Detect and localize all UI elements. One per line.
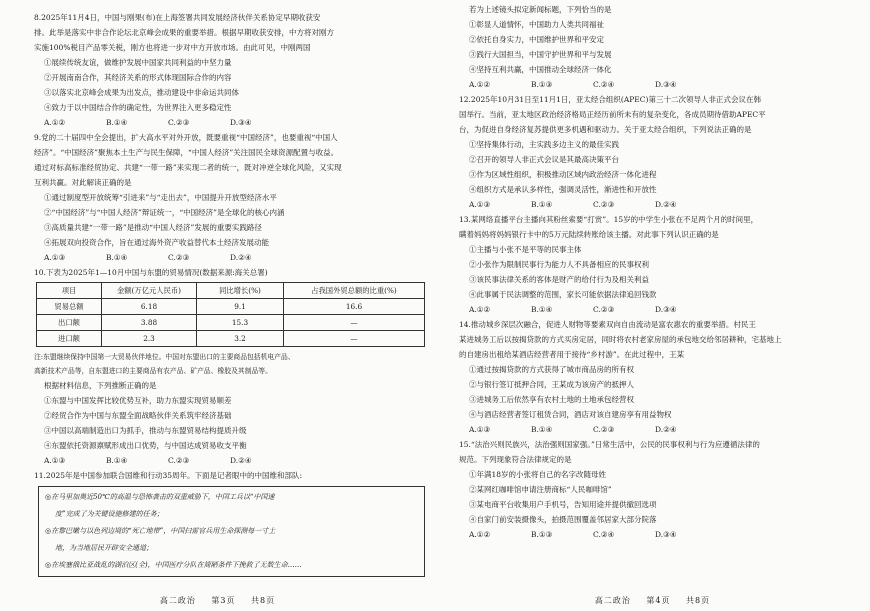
q8-options xyxy=(34,115,425,130)
q15-item: ①年满18岁的小张将自己的名字改随母姓 xyxy=(469,470,607,479)
question-8 xyxy=(34,10,425,130)
q11-quote-box xyxy=(38,486,425,577)
q9-option-b: B.①④ xyxy=(106,253,128,262)
q14-option-d: D.②④ xyxy=(655,425,677,434)
table-note: 注:东盟继续保持中国第一大贸易伙伴地位。中国对东盟出口的主要商品包括机电产品、 xyxy=(34,353,295,361)
q11-option-d: D.③④ xyxy=(655,80,677,89)
table-cell: 2.3 xyxy=(102,331,197,347)
q11-item: ③践行大国担当，中国守护世界和平与发展 xyxy=(469,50,612,59)
q10-item: ②经贸合作为中国与东盟全面战略伙伴关系筑牢经济基础 xyxy=(44,411,232,420)
table-row xyxy=(37,315,425,331)
q13-item: ②小张作为限制民事行为能力人不具备相应的民事权利 xyxy=(469,260,649,269)
q9-option-a: A.①③ xyxy=(44,253,66,262)
q12-item: ④组织方式是承认多样性，强调灵活性，渐进性和开放性 xyxy=(469,185,657,194)
table-cell: — xyxy=(284,315,425,331)
q14-item: ③进城务工后依然享有农村土地的土地承包经营权 xyxy=(469,395,634,404)
table-cell: 3.2 xyxy=(197,331,284,347)
table-header: 同比增长(%) xyxy=(197,283,284,299)
q13-item: ④此事属于民法调整的范围，家长可能依据法律追回钱款 xyxy=(469,290,657,299)
q13-item: ①主播与小张不是平等的民事主体 xyxy=(469,245,582,254)
q11-quote-line: ◎在黎巴嫩与以色列边境的“死亡地带”，中国扫雷官兵用生命探测每一寸土 xyxy=(45,527,276,535)
q14-item: ④与酒店经营者签订租赁合同，酒店对该自建房享有用益物权 xyxy=(469,410,672,419)
q9-stem: 互利共赢。对此解读正确的是 xyxy=(34,178,132,187)
table-header: 项目 xyxy=(37,283,102,299)
q10-lead: 根据材料信息，下列推断正确的是 xyxy=(44,381,157,390)
q14-stem: 某进城务工后以按揭贷款的方式买房定居，同时将农村老家房屋的承包地交给邻居耕种，宅基地上 xyxy=(459,335,782,344)
q11-item: ①彰显人道情怀，中国助力人类共同福祉 xyxy=(469,20,604,29)
q12-option-c: C.②③ xyxy=(593,200,615,209)
q8-item: ④致力于以中国结合作的确定性，为世界注入更多稳定性 xyxy=(44,103,232,112)
table-cell: — xyxy=(284,331,425,347)
footer-subject: 高二政治 xyxy=(594,596,631,605)
q14-option-a: A.①③ xyxy=(469,425,491,434)
q13-option-d: D.③④ xyxy=(655,305,677,314)
q9-option-c: C.②③ xyxy=(168,253,190,262)
q15-stem: 规范。下列现象符合法律规定的是 xyxy=(459,455,572,464)
q12-option-d: D.②④ xyxy=(655,200,677,209)
left-footer xyxy=(0,595,435,606)
q15-item: ③某电商平台收集用户手机号，告知用途并提供撤回选项 xyxy=(469,500,657,509)
q8-option-a: A.①② xyxy=(44,118,66,127)
q14-options xyxy=(459,422,856,437)
q10-option-a: A.①③ xyxy=(44,456,66,465)
q12-stem: 12.2025年10月31日至11月1日，亚太经合组织(APEC)第三十二次领导人非正式会议在韩 xyxy=(459,95,761,104)
q13-stem: 瞒着妈妈将妈妈银行卡中的5万元陆续转账给该主播。对此事下列认识正确的是 xyxy=(459,230,719,239)
q8-option-c: C.②③ xyxy=(168,118,190,127)
q15-option-b: B.①③ xyxy=(531,530,553,539)
question-10 xyxy=(34,265,425,468)
q14-option-c: C.②③ xyxy=(593,425,615,434)
question-13 xyxy=(459,212,856,317)
table-cell: 15.3 xyxy=(197,315,284,331)
q8-option-b: B.①④ xyxy=(106,118,128,127)
q8-stem: 实施100%税目产品零关税，刚方也将进一步对中方开放市场。由此可见，中刚两国 xyxy=(34,43,311,52)
table-cell: 9.1 xyxy=(197,299,284,315)
q8-stem: 8.2025年11月4日，中国与刚果(布)在上海签署共同发展经济伙伴关系协定早期收获安 xyxy=(34,13,321,22)
q15-option-d: D.③④ xyxy=(655,530,677,539)
q12-item: ②召开的领导人非正式会议是其最高决策平台 xyxy=(469,155,619,164)
q15-stem: 15.“法治兴则民族兴，法治强则国家强。”日常生活中，公民的民事权利与行为应遵循法律的 xyxy=(459,440,760,449)
q11-option-b: B.①③ xyxy=(531,80,553,89)
q10-item: ③中国以高端制造出口为抓手，推动与东盟贸易结构提质升级 xyxy=(44,426,247,435)
q11-stem: 11.2025年是中国参加联合国维和行动35周年。下面是记者眼中的中国维和部队: xyxy=(34,471,303,480)
footer-total: 共8页 xyxy=(251,596,276,605)
table-header-row xyxy=(37,283,425,299)
table-header: 占我国外贸总额的比重(%) xyxy=(284,283,425,299)
q8-option-d: D.③④ xyxy=(230,118,252,127)
q9-stem: 经济”。“中国经济”聚焦本土生产与民生保障，“中国人经济”关注国民全球资源配置与收益。 xyxy=(34,148,339,157)
q13-option-b: B.①④ xyxy=(531,305,553,314)
table-header: 金额(万亿元人民币) xyxy=(102,283,197,299)
q10-option-d: D.②④ xyxy=(230,456,252,465)
q12-item: ①坚持集体行动，主实践多边主义的最佳实践 xyxy=(469,140,619,149)
q13-stem: 13.某网络直播平台主播向其粉丝索要“打赏”。15岁的中学生小张在不足两个月的时间里， xyxy=(459,215,759,224)
q15-item: ②某网红咖啡馆申请注册商标“人民咖啡馆” xyxy=(469,485,612,494)
q9-item: ④拓展双向投资合作，旨在通过海外资产收益替代本土经济发展动能 xyxy=(44,238,269,247)
question-11-continued xyxy=(459,2,856,92)
q9-option-d: D.②④ xyxy=(230,253,252,262)
q12-stem: 台，为促进自身经济复苏提供更多机遇和驱动力。关于亚太经合组织，下列说法正确的是 xyxy=(459,125,752,134)
q12-stem: 国举行。当前，亚太地区政治经济格局正经历前所未有的复杂变化，各成员期待借助APEC平 xyxy=(459,110,766,119)
q9-item: ①通过制度型开放统筹“引进来”与“走出去”，中国提升开放型经济水平 xyxy=(44,193,277,202)
q15-option-c: C.②④ xyxy=(593,530,615,539)
q12-option-b: B.①④ xyxy=(531,200,553,209)
q9-stem: 9.党的二十届四中全会提出，扩大高水平对外开放，既要重视“中国经济”，也要重视“中国人 xyxy=(34,133,338,142)
trade-table xyxy=(36,282,425,347)
table-note: 高新技术产品等，自东盟进口的主要商品有农产品、矿产品、橡胶及其制品等。 xyxy=(34,367,272,375)
question-15 xyxy=(459,437,856,542)
q8-item: ①展续传统友谊，做维护发展中国家共同利益的中坚力量 xyxy=(44,58,232,67)
q11-quote-line: 度”完成了为关键设施修建的任务； xyxy=(55,510,164,518)
table-cell: 16.6 xyxy=(284,299,425,315)
q10-stem: 10.下表为2025年1—10月中国与东盟的贸易情况(数据来源:海关总署) xyxy=(34,268,268,277)
footer-subject: 高二政治 xyxy=(159,596,196,605)
q14-stem: 的自建房出租给某酒店经营者用于接待“乡村游”。在此过程中，王某 xyxy=(459,350,685,359)
q13-options xyxy=(459,302,856,317)
q15-item: ④自家门前安装摄像头，拍摄范围覆盖邻居家大部分院落 xyxy=(469,515,657,524)
footer-total: 共8页 xyxy=(686,596,711,605)
q11-option-a: A.①② xyxy=(469,80,491,89)
q10-item: ④东盟依托资源禀赋形成出口优势，与中国达成贸易收支平衡 xyxy=(44,441,247,450)
table-row xyxy=(37,331,425,347)
question-12 xyxy=(459,92,856,212)
q9-stem: 通过对标高标准经贸协定、共建“一带一路”来实现二者的统一，既对冲逆全球化风险，又实现 xyxy=(34,163,342,172)
q10-option-c: C.②③ xyxy=(168,456,190,465)
q11-quote-line: ◎在马里加奥近50℃的高温与恐怖袭击的双重威胁下，中国工兵以“中国速 xyxy=(45,493,275,501)
q15-options xyxy=(459,527,856,542)
q11-option-c: C.②④ xyxy=(593,80,615,89)
right-footer xyxy=(435,595,870,606)
q14-stem: 14.推动城乡深层次融合，促进人财物等要素双向自由流动是富农惠农的重要举措。村民王 xyxy=(459,320,756,329)
q11-quote-line: 地，为当地居民开辟安全通道； xyxy=(55,544,153,552)
q9-options xyxy=(34,250,425,265)
q10-options xyxy=(34,453,425,468)
table-row xyxy=(37,299,425,315)
q12-item: ③作为区域性组织，积极推动区域内政治经济一体化进程 xyxy=(469,170,657,179)
table-cell: 3.88 xyxy=(102,315,197,331)
q13-item: ③该民事法律关系的客体是财产的给付行为及相关利益 xyxy=(469,275,649,284)
footer-page: 第4页 xyxy=(646,596,671,605)
q11-item: ④坚持互利共赢，中国推动全球经济一体化 xyxy=(469,65,612,74)
q8-item: ③以落实北京峰会成果为出发点，推动建设中非命运共同体 xyxy=(44,88,239,97)
q9-item: ②“中国经济”与“中国人经济”辩证统一，“中国经济”是全球化的核心内涵 xyxy=(44,208,285,217)
q10-item: ①东盟与中国发挥比较优势互补，助力东盟实现贸易顺差 xyxy=(44,396,232,405)
q8-item: ②开展南南合作，其经济关系的形式体现国际合作的内容 xyxy=(44,73,232,82)
footer-page: 第3页 xyxy=(211,596,236,605)
q11-item: ②依托自身实力，中国维护世界和平安定 xyxy=(469,35,604,44)
table-cell: 进口额 xyxy=(37,331,102,347)
q11-quote-line: ◎在埃塞俄比亚战乱的湖泊区(全)，中国医疗分队在简陋条件下挽救了无数生命…… xyxy=(45,561,302,569)
q13-option-c: C.②③ xyxy=(593,305,615,314)
q14-item: ①通过按揭贷款的方式获得了城市商品房的所有权 xyxy=(469,365,634,374)
q14-option-b: B.①④ xyxy=(531,425,553,434)
question-11 xyxy=(34,468,425,577)
q15-option-a: A.①② xyxy=(469,530,491,539)
right-page xyxy=(435,0,870,611)
q11-lead: 若为上述镜头拟定新闻标题，下列恰当的是 xyxy=(469,5,612,14)
q13-option-a: A.①② xyxy=(469,305,491,314)
q12-option-a: A.①③ xyxy=(469,200,491,209)
q9-item: ③高质量共建“一带一路”是推动“中国人经济”发展的重要实践路径 xyxy=(44,223,262,232)
q12-options xyxy=(459,197,856,212)
q10-option-b: B.①④ xyxy=(106,456,128,465)
table-cell: 6.18 xyxy=(102,299,197,315)
question-14 xyxy=(459,317,856,437)
table-cell: 出口额 xyxy=(37,315,102,331)
table-cell: 贸易总额 xyxy=(37,299,102,315)
q8-stem: 排。此举是落实中非合作论坛北京峰会成果的重要举措。根据早期收获安排，中方将对刚方 xyxy=(34,28,334,37)
q14-item: ②与银行签订抵押合同，王某成为该房产的抵押人 xyxy=(469,380,634,389)
question-9 xyxy=(34,130,425,265)
q11-options xyxy=(459,77,856,92)
